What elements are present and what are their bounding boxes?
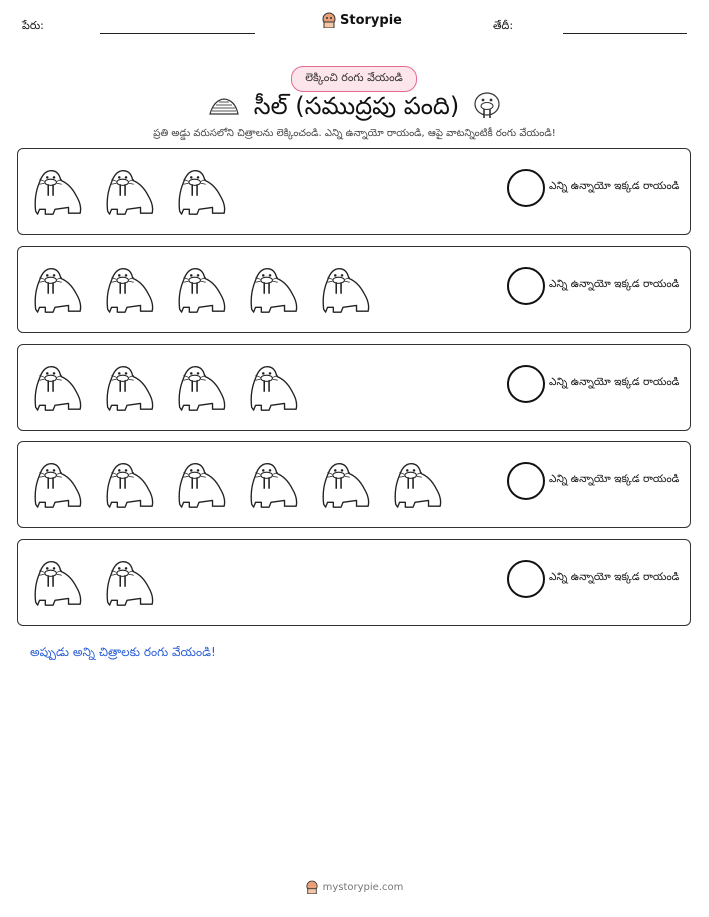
- footer-instruction: అప్పుడు అన్ని చిత్రాలకు రంగు వేయండి!: [30, 645, 216, 659]
- count-row: [17, 148, 691, 235]
- walrus-icon: [26, 552, 84, 610]
- answer-prompt: ఎన్ని ఉన్నాయో ఇక్కడ రాయండి: [549, 473, 680, 485]
- walrus-icon: [386, 454, 444, 512]
- walrus-icon: [98, 454, 156, 512]
- bear-logo-icon: [306, 880, 318, 894]
- footer-brand: [0, 880, 709, 894]
- page-title: సీల్ (సముద్రపు పంది): [253, 92, 460, 120]
- answer-circle[interactable]: [507, 462, 545, 500]
- animal-group: [26, 259, 372, 319]
- count-row: [17, 344, 691, 431]
- answer-circle[interactable]: [507, 560, 545, 598]
- animal-group: [26, 161, 228, 221]
- animal-group: [26, 552, 156, 612]
- walrus-face-icon: [473, 91, 501, 121]
- walrus-icon: [170, 454, 228, 512]
- animal-group: [26, 454, 444, 514]
- walrus-icon: [170, 259, 228, 317]
- answer-prompt: ఎన్ని ఉన్నాయో ఇక్కడ రాయండి: [549, 376, 680, 388]
- answer-circle[interactable]: [507, 365, 545, 403]
- walrus-icon: [26, 357, 84, 415]
- answer-circle[interactable]: [507, 267, 545, 305]
- walrus-icon: [242, 454, 300, 512]
- walrus-icon: [98, 552, 156, 610]
- bear-logo-icon: [322, 12, 336, 28]
- date-label: తేదీ:: [493, 19, 514, 32]
- walrus-icon: [26, 259, 84, 317]
- name-label: పేరు:: [22, 19, 44, 32]
- brand-name: Storypie: [340, 12, 402, 28]
- date-line[interactable]: [563, 33, 687, 34]
- walrus-icon: [314, 259, 372, 317]
- walrus-icon: [98, 357, 156, 415]
- walrus-icon: [170, 161, 228, 219]
- instructions: ప్రతి అడ్డు వరుసలోని చిత్రాలను లెక్కించండి. ఎన్ని ఉన్నాయో రాయండి, ఆపై వాటన్నింటికీ రంగు వేయండి!: [153, 128, 556, 139]
- answer-prompt: ఎన్ని ఉన్నాయో ఇక్కడ రాయండి: [549, 180, 680, 192]
- walrus-icon: [98, 259, 156, 317]
- walrus-icon: [242, 259, 300, 317]
- count-row: [17, 441, 691, 528]
- walrus-icon: [26, 454, 84, 512]
- walrus-icon: [170, 357, 228, 415]
- count-row: [17, 539, 691, 626]
- walrus-icon: [242, 357, 300, 415]
- activity-badge: లెక్కించి రంగు వేయండి: [291, 66, 417, 92]
- name-line[interactable]: [100, 33, 255, 34]
- footer-url: mystorypie.com: [322, 881, 404, 893]
- walrus-icon: [314, 454, 372, 512]
- answer-prompt: ఎన్ని ఉన్నాయో ఇక్కడ రాయండి: [549, 278, 680, 290]
- walrus-icon: [26, 161, 84, 219]
- animal-group: [26, 357, 300, 417]
- title-row: [0, 90, 709, 122]
- walrus-icon: [98, 161, 156, 219]
- seal-rock-icon: [208, 94, 240, 118]
- answer-circle[interactable]: [507, 169, 545, 207]
- brand-logo: [322, 12, 402, 28]
- count-row: [17, 246, 691, 333]
- answer-prompt: ఎన్ని ఉన్నాయో ఇక్కడ రాయండి: [549, 571, 680, 583]
